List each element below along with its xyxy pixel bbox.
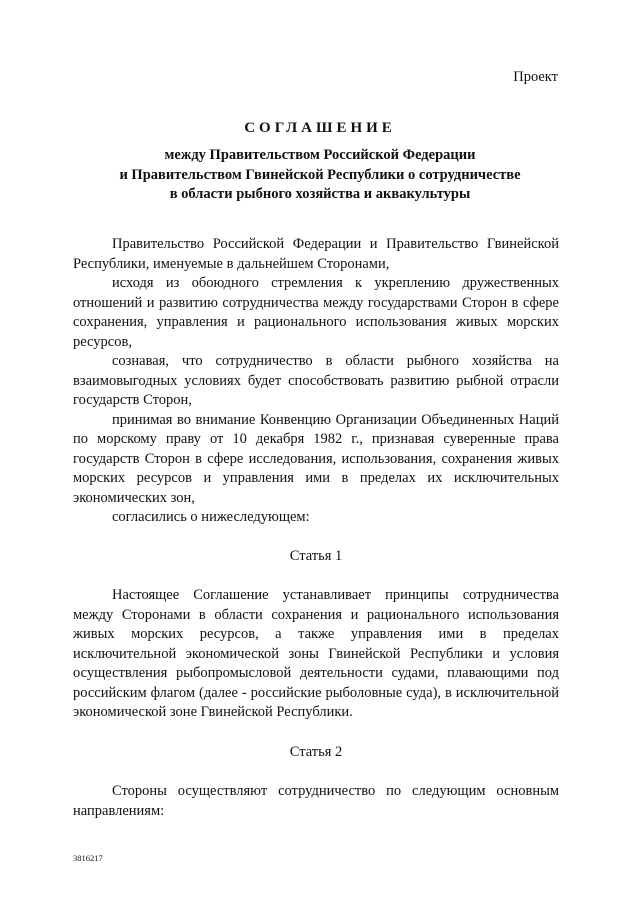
article-paragraph: Настоящее Соглашение устанавливает принципы сотрудничества между Сторонами в области сохранения и рационального использования живых морских ресурсов, а также управления ими в пределах исключительной экономической зоны Гвинейской Республики и условия осуществления рыбопромысловой деятельности судами, плавающими под российским флагом (далее - российские рыболовные суда), в исключительной экономической зоне Гвинейской Республики. [73, 587, 559, 720]
article-paragraph: Стороны осуществляют сотрудничество по следующим основным направлениям: [73, 783, 559, 819]
document-body [73, 235, 559, 821]
draft-label: Проект [513, 69, 558, 85]
subtitle-line: и Правительством Гвинейской Республики о сотрудничестве [119, 166, 521, 183]
article-heading: Статья 2 [289, 743, 343, 760]
preamble-paragraph: сознавая, что сотрудничество в области рыбного хозяйства на взаимовыгодных условиях будет способствовать развитию рыбной отрасли государств Сторон, [73, 353, 559, 408]
preamble-paragraph: принимая во внимание Конвенцию Организации Объединенных Наций по морскому праву от 10 декабря 1982 г., признавая суверенные права государств Сторон в сфере исследования, использования, сохранения живых морских ресурсов и управления ими в пределах их исключительных экономических зон, [73, 411, 559, 506]
document-title: СОГЛАШЕНИЕ [244, 120, 396, 136]
document-subtitle [0, 146, 640, 205]
subtitle-line: в области рыбного хозяйства и аквакультуры [169, 186, 471, 202]
document-code: 3816217 [73, 853, 103, 863]
preamble-paragraph: Правительство Российской Федерации и Правительство Гвинейской Республики, именуемые в дальнейшем Сторонами, [73, 236, 559, 272]
preamble-paragraph: исходя из обоюдного стремления к укреплению дружественных отношений и развитию сотрудничества между государствами Сторон в сфере сохранения, управления и рационального использования живых морских ресурсов, [73, 275, 559, 350]
subtitle-line: между Правительством Российской Федерации [164, 147, 476, 163]
article-heading: Статья 1 [289, 547, 343, 564]
preamble-paragraph: согласились о нижеследующем: [112, 509, 310, 525]
